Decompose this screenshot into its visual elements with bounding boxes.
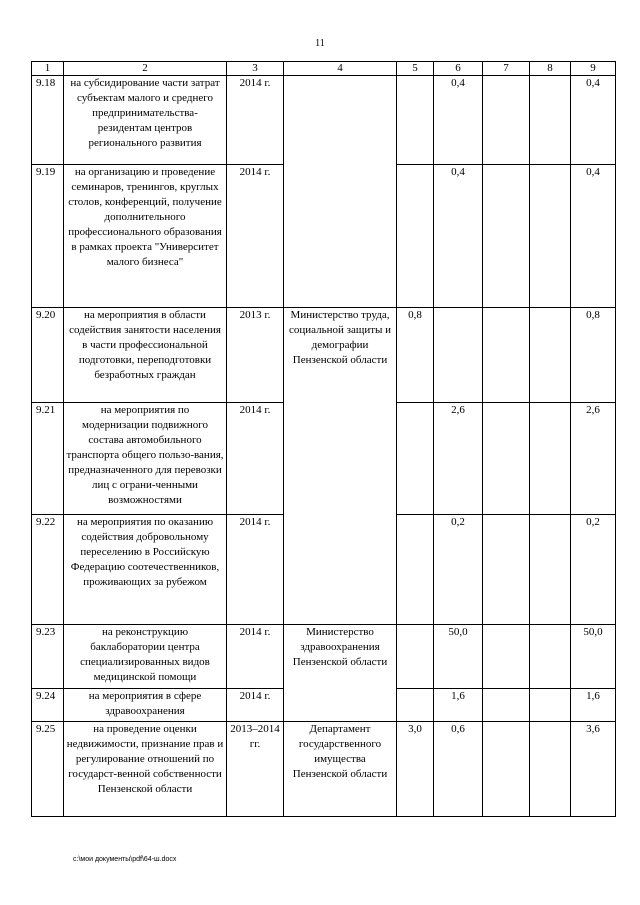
col-header-8: 8 <box>530 62 571 76</box>
row-year: 2014 г. <box>227 689 284 722</box>
row-col5 <box>397 165 434 308</box>
row-col8 <box>530 722 571 817</box>
row-col8 <box>530 165 571 308</box>
row-col8 <box>530 308 571 403</box>
table-row <box>32 722 616 817</box>
row-number: 9.21 <box>32 403 64 515</box>
responsible-property: Департамент государственного имущества Пензенской области <box>284 722 397 817</box>
row-number: 9.23 <box>32 625 64 689</box>
row-col9: 0,4 <box>571 76 616 165</box>
row-col6: 0,2 <box>434 515 483 625</box>
row-col9: 50,0 <box>571 625 616 689</box>
col-header-2: 2 <box>64 62 227 76</box>
row-name: на субсидирование части затрат субъектам малого и среднего предпринимательства-резидентам центров регионального развития <box>64 76 227 165</box>
row-col7 <box>483 308 530 403</box>
row-year: 2014 г. <box>227 515 284 625</box>
row-number: 9.22 <box>32 515 64 625</box>
row-col6: 0,6 <box>434 722 483 817</box>
row-col9: 0,2 <box>571 515 616 625</box>
row-name: на реконструкцию баклаборатории центра специализированных видов медицинской помощи <box>64 625 227 689</box>
table-row <box>32 625 616 689</box>
responsible-empty <box>284 76 397 308</box>
row-number: 9.19 <box>32 165 64 308</box>
row-col5 <box>397 76 434 165</box>
row-col9: 0,8 <box>571 308 616 403</box>
row-year: 2014 г. <box>227 403 284 515</box>
row-year: 2014 г. <box>227 76 284 165</box>
row-col7 <box>483 625 530 689</box>
row-name: на мероприятия в сфере здравоохранения <box>64 689 227 722</box>
row-name: на проведение оценки недвижимости, признание прав и регулирование отношений по государст-венной собственности Пензенской области <box>64 722 227 817</box>
row-number: 9.25 <box>32 722 64 817</box>
table-row <box>32 308 616 403</box>
row-col9: 0,4 <box>571 165 616 308</box>
row-col8 <box>530 76 571 165</box>
col-header-9: 9 <box>571 62 616 76</box>
row-col8 <box>530 689 571 722</box>
row-col7 <box>483 689 530 722</box>
responsible-health: Министерство здравоохранения Пензенской области <box>284 625 397 722</box>
row-col8 <box>530 403 571 515</box>
row-col6: 1,6 <box>434 689 483 722</box>
col-header-7: 7 <box>483 62 530 76</box>
row-year: 2013 г. <box>227 308 284 403</box>
row-col6 <box>434 308 483 403</box>
row-year: 2013–2014 гг. <box>227 722 284 817</box>
footer-file-path: c:\мои документы\pdf\64-ш.docx <box>73 856 177 863</box>
row-name: на мероприятия по модернизации подвижного состава автомобильного транспорта общего пользо-вания, предназначенного для перевозки лиц с ограни-ченными возможностями <box>64 403 227 515</box>
page-number: 11 <box>315 38 325 49</box>
row-col5 <box>397 625 434 689</box>
row-col7 <box>483 722 530 817</box>
row-number: 9.24 <box>32 689 64 722</box>
col-header-5: 5 <box>397 62 434 76</box>
row-col6: 2,6 <box>434 403 483 515</box>
col-header-6: 6 <box>434 62 483 76</box>
row-col8 <box>530 515 571 625</box>
table-row <box>32 76 616 165</box>
row-col5: 3,0 <box>397 722 434 817</box>
row-col8 <box>530 625 571 689</box>
row-number: 9.20 <box>32 308 64 403</box>
row-col6: 0,4 <box>434 76 483 165</box>
table-header-row <box>32 62 616 76</box>
row-col5 <box>397 403 434 515</box>
row-year: 2014 г. <box>227 165 284 308</box>
col-header-1: 1 <box>32 62 64 76</box>
responsible-labor: Министерство труда, социальной защиты и демографии Пензенской области <box>284 308 397 625</box>
row-col5 <box>397 515 434 625</box>
row-col7 <box>483 515 530 625</box>
row-name: на мероприятия по оказанию содействия добровольному переселению в Российскую Федерацию соотечественников, проживающих за рубежом <box>64 515 227 625</box>
row-col5 <box>397 689 434 722</box>
program-table <box>31 61 616 817</box>
row-name: на организацию и проведение семинаров, тренингов, круглых столов, конференций, получение дополнительного профессионального образования в рамках проекта "Университет малого бизнеса" <box>64 165 227 308</box>
row-col7 <box>483 165 530 308</box>
row-col9: 1,6 <box>571 689 616 722</box>
row-col5: 0,8 <box>397 308 434 403</box>
row-col9: 2,6 <box>571 403 616 515</box>
col-header-3: 3 <box>227 62 284 76</box>
row-number: 9.18 <box>32 76 64 165</box>
col-header-4: 4 <box>284 62 397 76</box>
row-col7 <box>483 76 530 165</box>
row-col6: 50,0 <box>434 625 483 689</box>
row-col6: 0,4 <box>434 165 483 308</box>
row-name: на мероприятия в области содействия занятости населения в части профессиональной подготовки, переподготовки безработных граждан <box>64 308 227 403</box>
row-col9: 3,6 <box>571 722 616 817</box>
row-col7 <box>483 403 530 515</box>
row-year: 2014 г. <box>227 625 284 689</box>
